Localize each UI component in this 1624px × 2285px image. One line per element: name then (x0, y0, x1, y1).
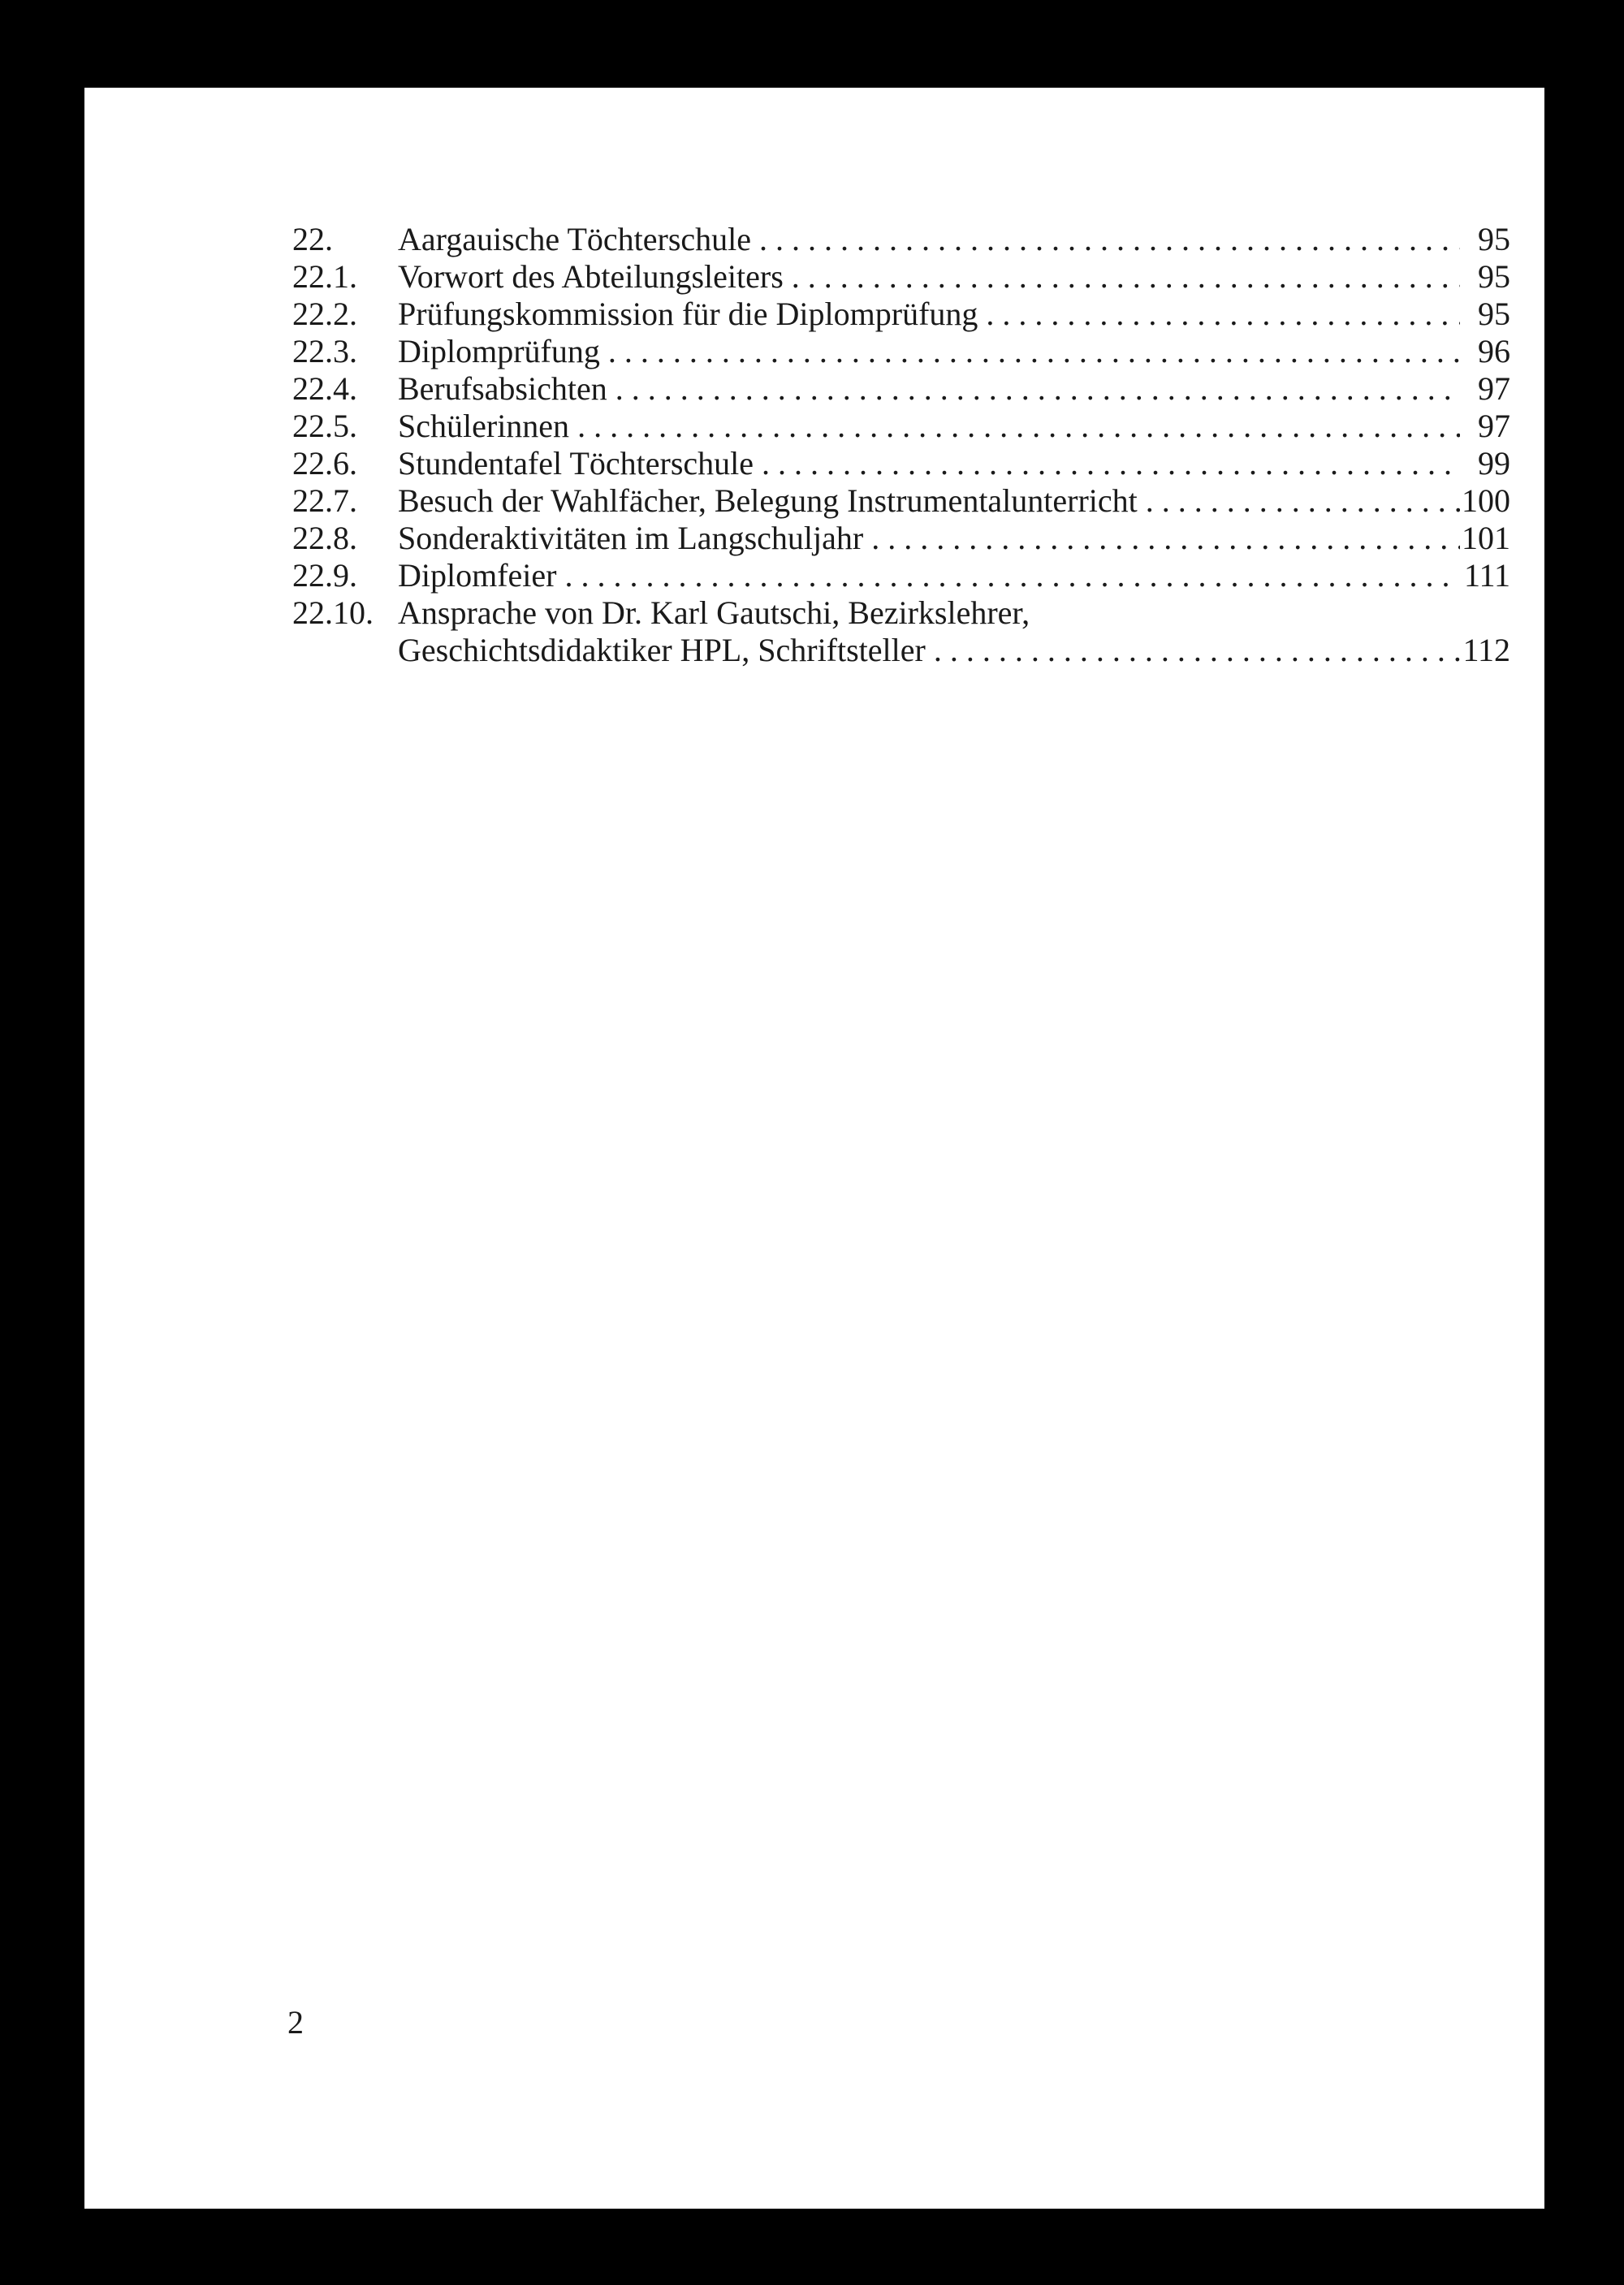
table-of-contents (292, 221, 1510, 669)
toc-dot-leader (557, 557, 1461, 594)
toc-entry-title: Prüfungskommission für die Diplomprüfung (398, 296, 978, 332)
toc-entry (292, 557, 1510, 594)
toc-entry-number: 22.8. (292, 520, 357, 556)
toc-entry-page: 99 (1478, 445, 1510, 482)
toc-entry-page: 100 (1462, 482, 1510, 519)
toc-entry-number: 22.3. (292, 333, 357, 369)
toc-entry-title: Ansprache von Dr. Karl Gautschi, Bezirkslehrer, (398, 594, 1030, 631)
toc-entry-number: 22.7. (292, 482, 357, 519)
toc-dot-leader (751, 221, 1460, 258)
page-number: 2 (287, 2004, 304, 2041)
document-page (84, 88, 1544, 2209)
toc-entry-number: 22.1. (292, 258, 357, 295)
toc-entry (292, 333, 1510, 370)
toc-entry-page: 97 (1478, 370, 1510, 407)
toc-dot-leader (784, 258, 1460, 296)
toc-entry-page: 112 (1462, 632, 1510, 668)
toc-dot-leader (607, 370, 1460, 408)
toc-entry (292, 520, 1510, 557)
toc-entry-page: 95 (1478, 296, 1510, 332)
toc-entry (292, 296, 1510, 333)
toc-entry-title: Schülerinnen (398, 408, 570, 444)
toc-entry (292, 482, 1510, 520)
toc-entry-continuation (292, 632, 1510, 669)
toc-entry-number: 22.6. (292, 445, 357, 482)
toc-dot-leader (600, 333, 1460, 370)
toc-entry-title: Aargauische Töchterschule (398, 221, 752, 257)
toc-entry-title: Besuch der Wahlfächer, Belegung Instrumentalunterricht (398, 482, 1138, 519)
toc-entry (292, 408, 1510, 445)
toc-entry-page: 97 (1478, 408, 1510, 444)
toc-entry-title-continued: Geschichtsdidaktiker HPL, Schriftsteller (398, 632, 926, 668)
toc-entry-page: 101 (1462, 520, 1510, 556)
toc-entry-title: Stundentafel Töchterschule (398, 445, 754, 482)
toc-entry-page: 111 (1463, 557, 1510, 594)
toc-dot-leader (978, 296, 1460, 333)
toc-dot-leader (569, 408, 1460, 445)
toc-entry (292, 370, 1510, 408)
toc-entry-title: Diplomfeier (398, 557, 557, 594)
toc-entry-title: Vorwort des Abteilungsleiters (398, 258, 784, 295)
toc-entry-number: 22.5. (292, 408, 357, 444)
toc-entry (292, 258, 1510, 296)
toc-entry-title: Berufsabsichten (398, 370, 607, 407)
toc-entry-number: 22.9. (292, 557, 357, 594)
toc-entry (292, 445, 1510, 482)
toc-entry-title: Sonderaktivitäten im Langschuljahr (398, 520, 864, 556)
toc-entry (292, 594, 1510, 632)
toc-entry-page: 95 (1478, 258, 1510, 295)
toc-dot-leader (926, 632, 1460, 669)
toc-dot-leader (754, 445, 1460, 482)
toc-entry-number: 22.10. (292, 594, 374, 631)
toc-entry-title: Diplomprüfung (398, 333, 600, 369)
toc-dot-leader (1138, 482, 1460, 520)
toc-entry-page: 96 (1478, 333, 1510, 369)
toc-entry-number: 22.4. (292, 370, 357, 407)
toc-dot-leader (863, 520, 1460, 557)
toc-entry-number: 22. (292, 221, 333, 257)
toc-entry (292, 221, 1510, 258)
toc-entry-number: 22.2. (292, 296, 357, 332)
toc-entry-page: 95 (1478, 221, 1510, 257)
